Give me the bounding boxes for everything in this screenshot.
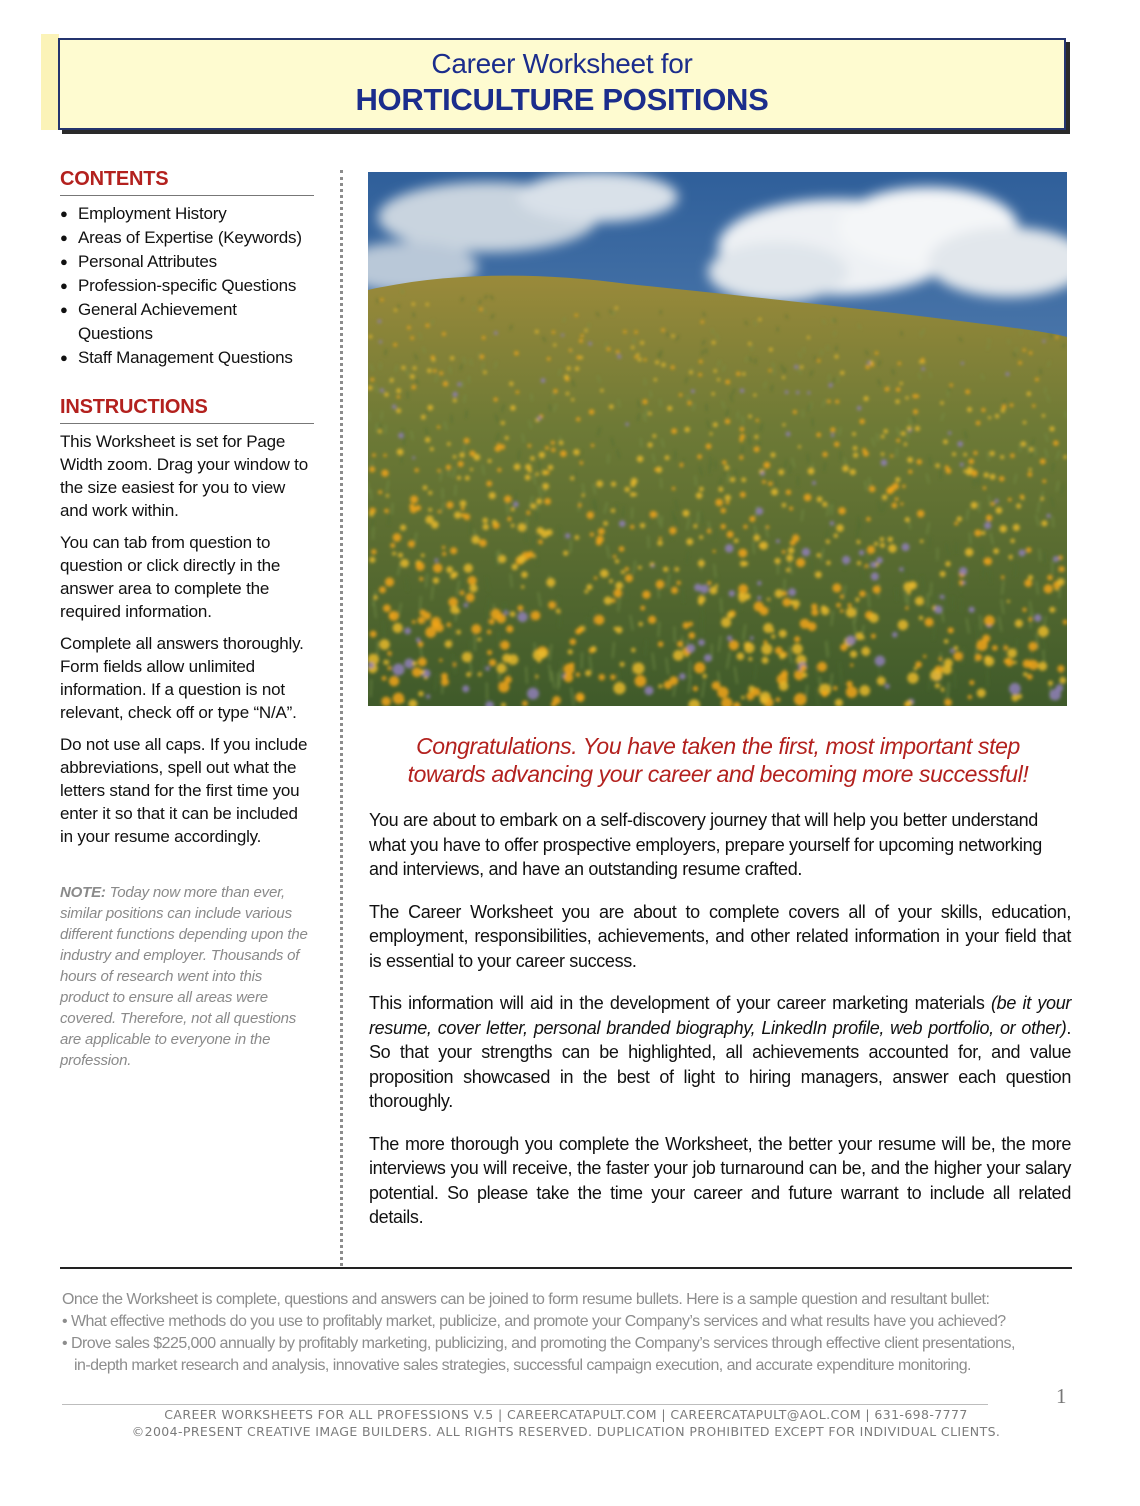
contents-item[interactable]: ● Areas of Expertise (Keywords) — [60, 226, 314, 250]
sample-intro: Once the Worksheet is complete, questions and answers can be joined to form resume bullets. Here is a sample question and resultant bullet: — [62, 1291, 990, 1308]
footer-divider — [60, 1267, 1072, 1269]
bullet-icon: ● — [60, 254, 68, 269]
note-label: NOTE: — [60, 884, 106, 901]
copyright-notice — [60, 1406, 1072, 1440]
contents-heading: CONTENTS — [60, 168, 314, 196]
bullet-icon: ● — [60, 302, 68, 317]
instruction-paragraph: You can tab from question to question or click directly in the answer area to complete the required information. — [60, 533, 281, 621]
instructions-heading: INSTRUCTIONS — [60, 396, 314, 424]
copyright-line2: ©2004-PRESENT CREATIVE IMAGE BUILDERS. ALL RIGHTS RESERVED. DUPLICATION PROHIBITED EXCEPT FOR INDIVIDUAL CLIENTS. — [131, 1424, 1001, 1439]
sample-bullet: • Drove sales $225,000 annually by profitably marketing, publicizing, and promoting the Company’s services through effective client presentations, — [62, 1335, 1015, 1352]
congratulations-message — [368, 732, 1068, 788]
hillside — [368, 276, 1067, 706]
copyright-divider — [62, 1404, 988, 1405]
note-text: Today now more than ever, similar positions can include various different functions depending upon the industry and employer. Thousands of hours of research went into this product to ensure all areas were covered. Therefore, not all questions are applicable to everyone in the profession. — [60, 884, 308, 1069]
intro-paragraph-1: You are about to embark on a self-discovery journey that will help you better understand what you have to offer prospective employers, prepare yourself for upcoming networking and interviews, and have an outstanding resume crafted. — [369, 810, 1042, 879]
contents-item[interactable]: ● Employment History — [60, 202, 314, 226]
congrats-line2: towards advancing your career and becoming more successful! — [407, 761, 1029, 787]
bullet-icon: ● — [60, 230, 68, 245]
instruction-paragraph: This Worksheet is set for Page Width zoom. Drag your window to the size easiest for you to view and work within. — [60, 432, 308, 520]
title-banner — [58, 38, 1066, 130]
bullet-icon: ● — [60, 206, 68, 221]
sample-question: • What effective methods do you use to profitably market, publicize, and promote your Company’s services and what results have you achieved? — [62, 1313, 1006, 1330]
contents-item[interactable]: ● Staff Management Questions — [60, 346, 314, 370]
note-block — [60, 882, 314, 1071]
wildflower-hillside-image — [368, 172, 1067, 706]
column-divider — [340, 170, 343, 1266]
congrats-line1: Congratulations. You have taken the first, most important step — [416, 733, 1020, 759]
hero-svg — [368, 172, 1067, 706]
contents-item[interactable]: ● Profession-specific Questions — [60, 274, 314, 298]
bullet-icon: ● — [60, 350, 68, 365]
intro-paragraph-4: The more thorough you complete the Worksheet, the better your resume will be, the more interviews you will receive, the faster your job turnaround can be, and the higher your salary potential. So please take the time your career and future warrant to include all related details. — [369, 1133, 1071, 1227]
bullet-icon: ● — [60, 278, 68, 293]
intro-paragraph-3: This information will aid in the development of your career marketing materials (be it your resume, cover letter, personal branded biography, LinkedIn profile, web portfolio, or other). So that your strengths can be highlighted, all achievements accounted for, and value proposition showcased in the best of light to hiring managers, answer each question thoroughly. — [369, 993, 1072, 1111]
sample-bullet-block — [62, 1289, 1072, 1377]
intro-text — [369, 808, 1071, 1248]
intro-paragraph-2: The Career Worksheet you are about to complete covers all of your skills, education, employment, responsibilities, achievements, and other related information in your field that is essential to your career success. — [369, 901, 1071, 971]
page-number: 1 — [1056, 1384, 1067, 1408]
instruction-paragraph: Do not use all caps. If you include abbreviations, spell out what the letters stand for the first time you enter it so that it can be included in your resume accordingly. — [60, 735, 308, 846]
contents-item[interactable]: ● General Achievement Questions — [60, 300, 237, 343]
copyright-line1: CAREER WORKSHEETS FOR ALL PROFESSIONS V.5 | CAREERCATAPULT.COM | CAREERCATAPULT@AOL.COM | 631-698-7777 — [164, 1407, 968, 1422]
contents-list — [60, 202, 314, 370]
page-title-line1: Career Worksheet for — [431, 48, 693, 79]
instruction-paragraph: Complete all answers thoroughly. Form fields allow unlimited information. If a question is not relevant, check off or type “N/A”. — [60, 634, 304, 722]
contents-item[interactable]: ● Personal Attributes — [60, 250, 314, 274]
sidebar — [60, 168, 314, 1071]
banner-accent — [41, 34, 59, 130]
page-title: HORTICULTURE POSITIONS — [355, 82, 769, 117]
sample-bullet-continued: in-depth market research and analysis, innovative sales strategies, successful campaign execution, and accurate expenditure monitoring. — [74, 1357, 971, 1374]
